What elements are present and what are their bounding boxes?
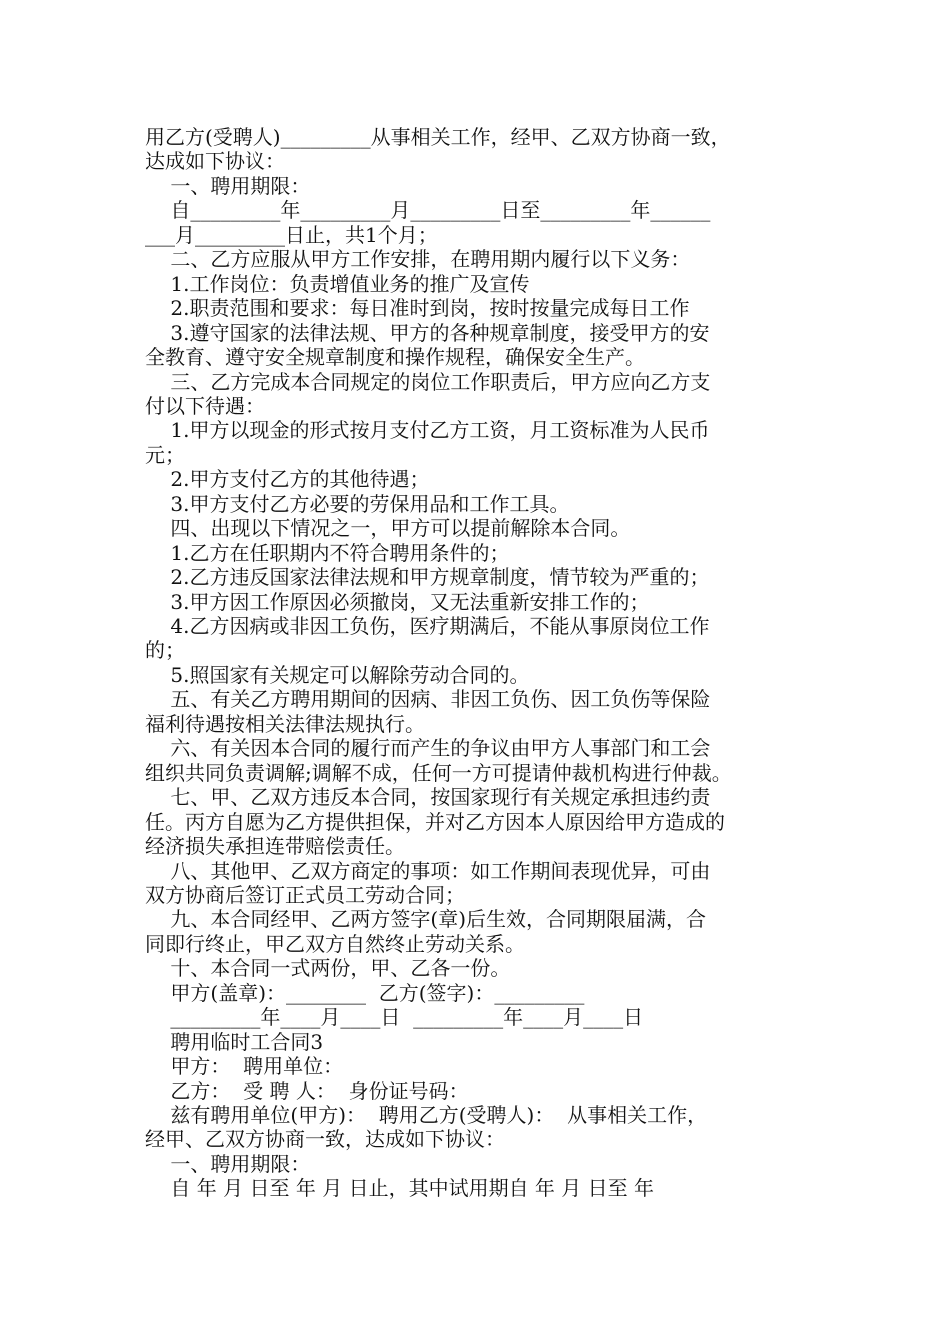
text-line: 4.乙方因病或非因工负伤，医疗期满后，不能从事原岗位工作 [145, 614, 710, 638]
text-line: 十、本合同一式两份，甲、乙各一份。 [145, 956, 511, 981]
text-line: 1.乙方在任职期内不符合聘用条件的； [145, 540, 510, 565]
text-line: 七、甲、乙双方违反本合同，按国家现行有关规定承担违约责 [145, 785, 711, 810]
text-line: 自 年 月 日至 年 月 日止，其中试用期自 年 月 日至 年 [145, 1176, 655, 1201]
text-line: 乙方： 受 聘 人： 身份证号码： [145, 1078, 469, 1103]
text-line: 六、有关因本合同的履行而产生的争议由甲方人事部门和工会 [145, 736, 711, 761]
text-line: 用乙方(受聘人)_________从事相关工作，经甲、乙双方协商一致， [145, 125, 731, 149]
text-line: 八、其他甲、乙双方商定的事项：如工作期间表现优异，可由 [145, 858, 711, 883]
text-line: 甲方(盖章)：________ 乙方(签字)：_________ [145, 980, 585, 1005]
text-line: 双方协商后签订正式员工劳动合同； [145, 882, 465, 907]
text-line: 甲方： 聘用单位： [145, 1054, 344, 1079]
text-line: 福利待遇按相关法律法规执行。 [145, 711, 425, 736]
text-line: 五、有关乙方聘用期间的因病、非因工负伤、因工负伤等保险 [145, 687, 711, 712]
text-line: 付以下待遇： [145, 393, 265, 418]
text-line: 组织共同负责调解;调解不成，任何一方可提请仲裁机构进行仲裁。 [145, 760, 732, 785]
text-line: 自_________年_________月_________日至_________年______ [145, 198, 711, 223]
text-line: 四、出现以下情况之一，甲方可以提前解除本合同。 [145, 516, 631, 541]
text-line: 1.工作岗位：负责增值业务的推广及宣传 [145, 271, 530, 296]
text-line: 5.照国家有关规定可以解除劳动合同的。 [145, 662, 530, 687]
text-line: 2.乙方违反国家法律法规和甲方规章制度，情节较为严重的； [145, 565, 710, 590]
text-line: 经济损失承担连带赔偿责任。 [145, 834, 405, 859]
text-line: 二、乙方应服从甲方工作安排，在聘用期内履行以下义务： [145, 247, 691, 272]
text-line: 任。丙方自愿为乙方提供担保，并对乙方因本人原因给甲方造成的 [145, 809, 725, 834]
text-line: 元； [145, 442, 185, 467]
text-line: _________年____月____日 _________年____月____日 [145, 1005, 644, 1030]
text-line: 1.甲方以现金的形式按月支付乙方工资，月工资标准为人民币 [145, 418, 710, 443]
text-line: ___月_________日止，共1个月； [145, 222, 438, 247]
text-line: 三、乙方完成本合同规定的岗位工作职责后，甲方应向乙方支 [145, 369, 711, 394]
text-line: 2.甲方支付乙方的其他待遇； [145, 467, 430, 492]
text-line: 全教育、遵守安全规章制度和操作规程，确保安全生产。 [145, 345, 645, 370]
text-line: 一、聘用期限： [145, 1151, 311, 1176]
text-line: 一、聘用期限： [145, 173, 311, 198]
text-line: 聘用临时工合同3 [145, 1029, 324, 1054]
text-line: 的； [145, 638, 185, 663]
text-line: 九、本合同经甲、乙两方签字(章)后生效，合同期限届满，合 [145, 907, 707, 932]
text-line: 2.职责范围和要求：每日准时到岗，按时按量完成每日工作 [145, 296, 690, 321]
text-line: 经甲、乙双方协商一致，达成如下协议： [145, 1127, 505, 1152]
text-line: 3.甲方支付乙方必要的劳保用品和工作工具。 [145, 491, 570, 516]
text-line: 同即行终止，甲乙双方自然终止劳动关系。 [145, 931, 525, 956]
text-line: 3.遵守国家的法律法规、甲方的各种规章制度，接受甲方的安 [145, 320, 710, 345]
text-line: 达成如下协议： [145, 149, 285, 174]
text-line: 兹有聘用单位(甲方)： 聘用乙方(受聘人)： 从事相关工作， [145, 1103, 708, 1127]
text-line: 3.甲方因工作原因必须撤岗，又无法重新安排工作的； [145, 589, 650, 614]
